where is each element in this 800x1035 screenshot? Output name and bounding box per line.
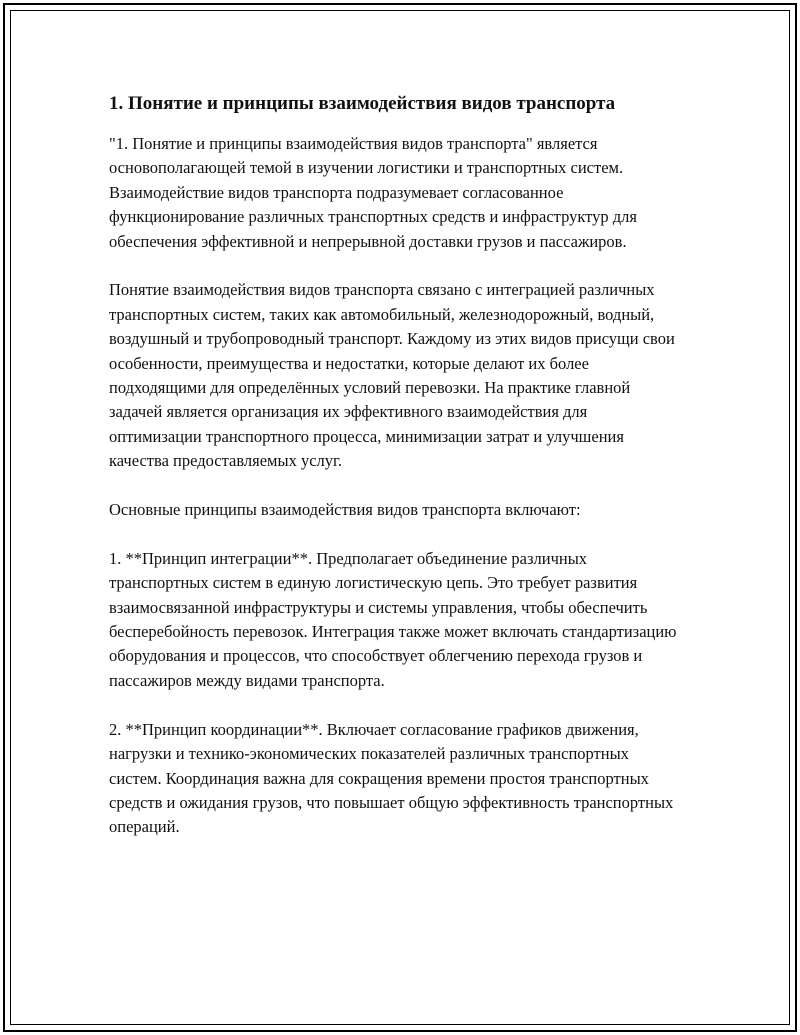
paragraph-principles-lead: Основные принципы взаимодействия видов транспорта включают: [109,500,581,520]
paragraph-principle-coordination: 2. **Принцип координации**. Включает согласование графиков движения, нагрузки и технико-экономических показателей различных транспортных систем. Координация важна для сокращения времени простоя транспортных средств и ожидания грузов, что повышает общую эффективность транспортных операций. [109,719,674,837]
document-body [109,92,677,864]
paragraph-intro: "1. Понятие и принципы взаимодействия видов транспорта" является основополагающей темой в изучении логистики и транспортных систем. Взаимодействие видов транспорта подразумевает согласованное функционирование различных транспортных средств и инфраструктур для обеспечения эффективной и непрерывной доставки грузов и пассажиров. [109,134,638,251]
paragraph-concept: Понятие взаимодействия видов транспорта связано с интеграцией различных транспортных систем, таких как автомобильный, железнодорожный, водный, воздушный и трубопроводный транспорт. Каждому из этих видов присущи свои особенности, преимущества и недостатки, которые делают их более подходящими для определённых условий перевозки. На практике главной задачей является организация их эффективного взаимодействия для оптимизации транспортного процесса, минимизации затрат и улучшения качества предоставляемых услуг. [109,280,675,471]
section-heading: 1. Понятие и принципы взаимодействия видов транспорта [109,93,616,114]
paragraph-principle-integration: 1. **Принцип интеграции**. Предполагает объединение различных транспортных систем в единую логистическую цепь. Это требует развития взаимосвязанной инфраструктуры и системы управления, чтобы обеспечить бесперебойность перевозок. Интеграция также может включать стандартизацию оборудования и процессов, что способствует облегчению перехода грузов и пассажиров между видами транспорта. [109,548,677,690]
